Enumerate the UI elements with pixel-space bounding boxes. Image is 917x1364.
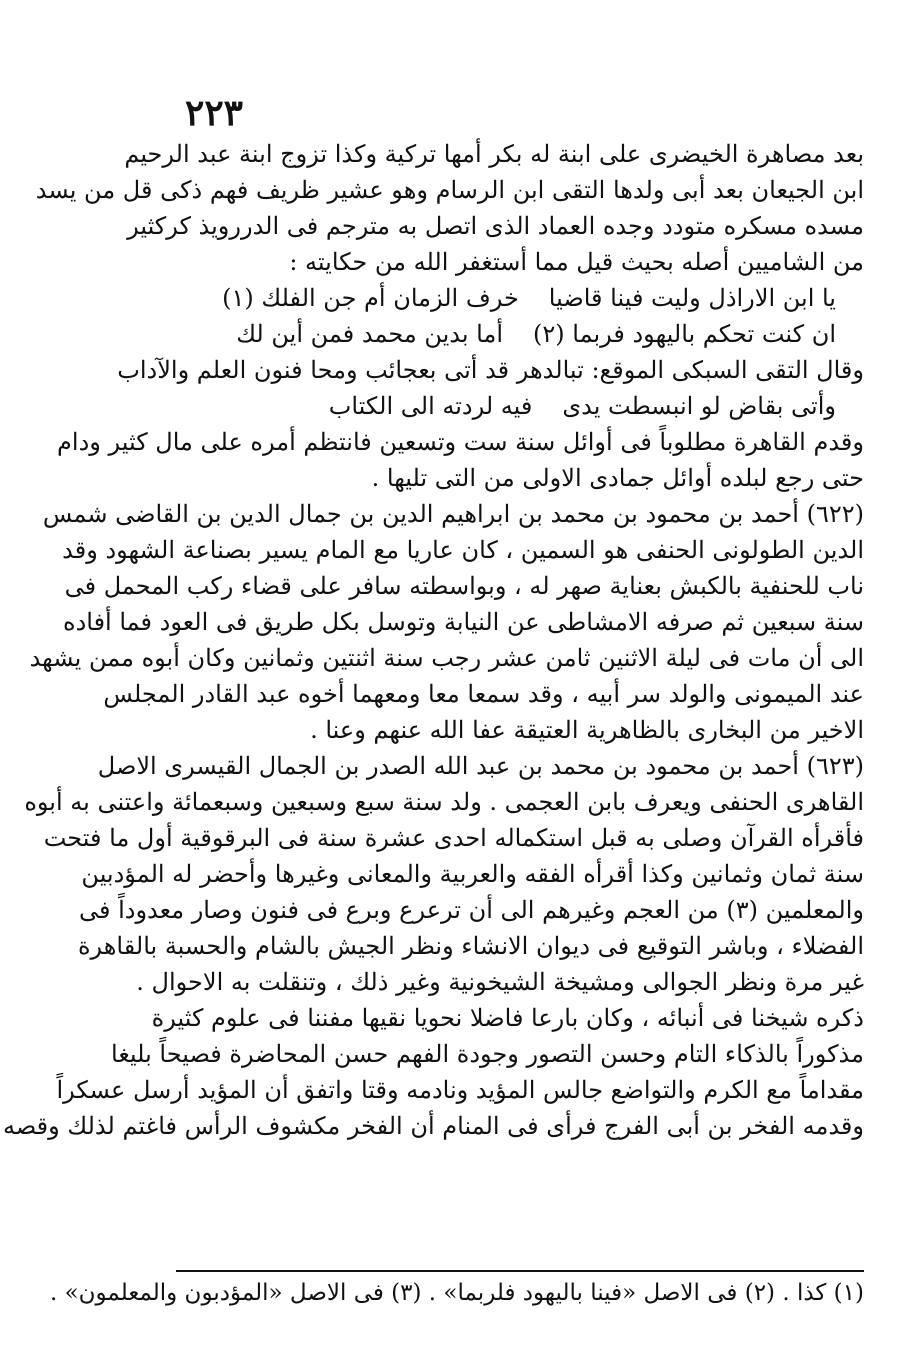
text-line: مذكوراً بالذكاء التام وحسن التصور وجودة الفهم حسن المحاضرة فصيحاً بليغا <box>111 1040 864 1068</box>
entry-622-heading-line: (٦٢٢) أحمد بن محمود بن محمد بن ابراهيم الدين بن جمال الدين بن القاضى شمس <box>42 500 864 528</box>
entry-623-heading-line: (٦٢٣) أحمد بن محمود بن محمد بن عبد الله الصدر بن الجمال القيسرى الاصل <box>97 752 864 780</box>
text-line: حتى رجع لبلده أوائل جمادى الاولى من التى تليها . <box>371 464 864 492</box>
main-text <box>3 136 864 1144</box>
verse-second-hemistich: أما بدين محمد فمن أين لك <box>236 320 504 348</box>
text-line: وقدمه الفخر بن أبى الفرج فرأى فى المنام أن الفخر مكشوف الرأس فاغتم لذلك وقصه <box>3 1112 864 1140</box>
verse-line <box>176 280 864 316</box>
page-number: ٢٢٣ <box>185 92 244 134</box>
text-line: وقدم القاهرة مطلوباً فى أوائل سنة ست وتسعين فانتظم أمره على مال كثير ودام <box>57 428 864 456</box>
footnotes: (١) كذا . (٢) فى الاصل «فينا باليهود فلربما» . (٣) فى الاصل «المؤدبون والمعلمون» . <box>49 1280 864 1306</box>
text-line: غير مرة ونظر الجوالى ومشيخة الشيخونية وغير ذلك ، وتنقلت به الاحوال . <box>136 968 864 996</box>
verse-first-hemistich: وأتى بقاض لو انبسطت يدى <box>562 392 836 420</box>
text-line: سنة ثمان وثمانين وكذا أقرأه الفقه والعربية والمعانى وغيرها وأحضر له المؤدبين <box>81 860 864 888</box>
verse-line <box>176 388 864 424</box>
text-line: عند الميمونى والولد سر أبيه ، وقد سمعا معا ومعهما أخوه عبد القادر المجلس <box>103 680 864 708</box>
text-line: والمعلمين (٣) من العجم وغيرهم الى أن ترعرع وبرع فى فنون وصار معدوداً فى <box>78 896 864 924</box>
text-line: الاخير من البخارى بالظاهرية العتيقة عفا الله عنهم وعنا . <box>310 716 864 744</box>
text-line: مقداماً مع الكرم والتواضع جالس المؤيد ونادمه وقتا واتفق أن المؤيد أرسل عسكراً <box>56 1076 864 1104</box>
text-line: بعد مصاهرة الخيضرى على ابنة له بكر أمها تركية وكذا تزوج ابنة عبد الرحيم <box>124 140 864 168</box>
text-line: سنة سبعين ثم صرفه الامشاطى عن النيابة وتوسل بكل طريق فى العود فما أفاده <box>63 608 864 636</box>
text-line: ذكره شيخنا فى أنبائه ، وكان بارعا فاضلا نحويا نقيها مفننا فى علوم كثيرة <box>151 1004 864 1032</box>
text-line: الدين الطولونى الحنفى هو السمين ، كان عاريا مع المام يسير بصناعة الشهود وقد <box>62 536 864 564</box>
text-line: الى أن مات فى ليلة الاثنين ثامن عشر رجب سنة اثنتين وثمانين وكان أبوه ممن يشهد <box>29 644 864 672</box>
text-line: ابن الجيعان بعد أبى ولدها التقى ابن الرسام وهو عشير ظريف فهم ذكى قل من يسد <box>35 176 864 204</box>
text-line: مسده مسكره متودد وجده العماد الذى اتصل به مترجم فى الدررويذ كركثير <box>127 212 864 240</box>
text-line: فأقرأه القرآن وصلى به قبل استكماله احدى عشرة سنة فى البرقوقية أول ما فتحت <box>43 824 864 852</box>
text-line: القاهرى الحنفى ويعرف بابن العجمى . ولد سنة سبع وسبعين وسبعمائة واعتنى به أبوه <box>24 788 864 816</box>
text-line: من الشاميين أصله بحيث قيل مما أستغفر الله من حكايته : <box>289 248 864 276</box>
verse-second-hemistich: خرف الزمان أم جن الفلك (١) <box>222 284 519 312</box>
verse-line <box>176 316 864 352</box>
footnote-divider <box>176 1270 864 1272</box>
verse-second-hemistich: فيه لردته الى الكتاب <box>328 392 533 420</box>
text-line: الفضلاء ، وباشر التوقيع فى ديوان الانشاء ونظر الجيش بالشام والحسبة بالقاهرة <box>77 932 864 960</box>
verse-first-hemistich: يا ابن الاراذل وليت فينا قاضيا <box>548 284 836 312</box>
verse-first-hemistich: ان كنت تحكم باليهود فربما (٢) <box>533 320 836 348</box>
text-line: ناب للحنفية بالكبش بعناية صهر له ، وبواسطته سافر على قضاء ركب المحمل فى <box>64 572 864 600</box>
text-line: وقال التقى السبكى الموقع: تبالدهر قد أتى بعجائب ومحا فنون العلم والآداب <box>117 356 864 384</box>
